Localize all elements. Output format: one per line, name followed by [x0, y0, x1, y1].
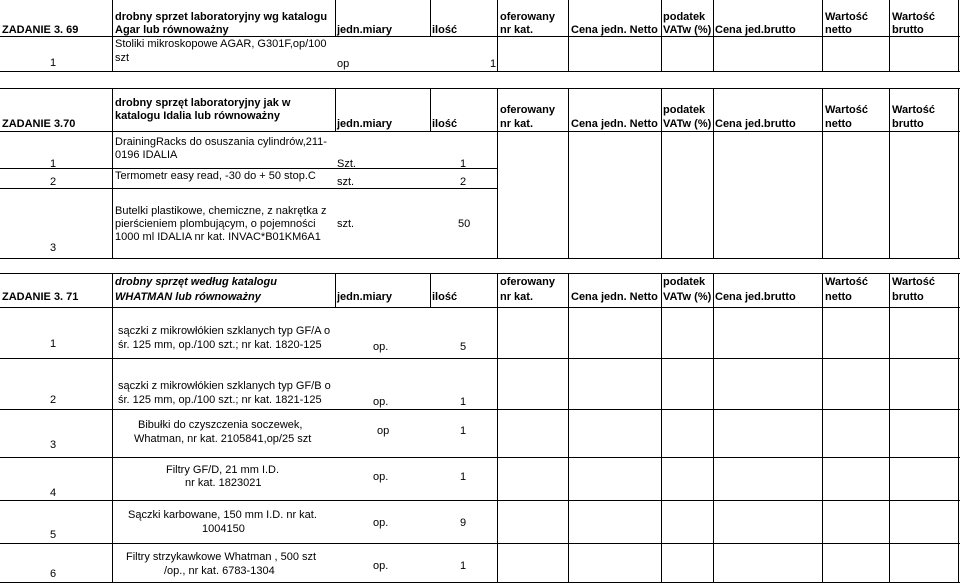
header-qty: ilość	[432, 291, 458, 303]
item-description: szt	[115, 52, 130, 64]
header-vat: podatek	[663, 104, 706, 116]
header-qty: ilość	[432, 118, 458, 130]
header-offered: oferowany	[500, 104, 556, 116]
grid-line	[958, 0, 959, 72]
grid-line	[335, 0, 336, 36]
header-gross-value: brutto	[892, 24, 924, 36]
item-description: Filtry strzykawkowe Whatman , 500 szt	[126, 551, 317, 563]
header-net-value: Wartość	[825, 276, 868, 288]
task-title: drobny sprzęt laboratoryjny jak w	[115, 97, 291, 109]
grid-line	[889, 273, 890, 583]
item-description: Sączki karbowane, 150 mm I.D. nr kat.	[128, 509, 317, 521]
row-number: 6	[50, 568, 57, 580]
item-unit: op	[377, 425, 390, 437]
header-vat: podatek	[663, 11, 706, 23]
header-net-value: netto	[825, 291, 852, 303]
item-qty: 9	[460, 517, 467, 529]
header-vat: VATw (%)	[663, 24, 712, 36]
grid-line	[568, 273, 569, 583]
grid-line	[661, 88, 662, 259]
item-description: Butelki plastikowe, chemiczne, z nakrętka z	[115, 205, 327, 217]
header-net-value: netto	[825, 24, 852, 36]
item-qty: 1	[460, 425, 467, 437]
item-qty: 1	[460, 158, 467, 170]
row-number: 4	[50, 487, 57, 499]
header-offered: nr kat.	[500, 24, 534, 36]
row-number: 1	[50, 158, 57, 170]
row-number: 1	[50, 57, 57, 69]
grid-line	[713, 273, 714, 583]
grid-line	[713, 88, 714, 259]
header-net-price: Cena jedn. Netto	[571, 118, 658, 130]
task-label: ZADANIE 3.70	[2, 118, 76, 130]
item-unit: op.	[373, 560, 389, 572]
task-title: WHATMAN lub równoważny	[115, 291, 261, 303]
header-gross-value: brutto	[892, 291, 924, 303]
header-vat: VATw (%)	[663, 118, 712, 130]
header-net-value: Wartość	[825, 11, 868, 23]
grid-line	[0, 71, 960, 72]
header-gross-value: Wartość	[892, 11, 935, 23]
item-qty: 2	[460, 176, 467, 188]
task-label: ZADANIE 3. 71	[2, 291, 79, 303]
grid-line	[713, 0, 714, 72]
header-vat: podatek	[663, 276, 706, 288]
item-description: sączki z mikrowłókien szklanych typ GF/B o	[118, 380, 331, 392]
grid-line	[0, 188, 498, 189]
grid-line	[112, 273, 113, 583]
header-net-value: netto	[825, 118, 852, 130]
grid-line	[568, 88, 569, 259]
item-description: nr kat. 1823021	[185, 477, 262, 489]
grid-line	[112, 0, 113, 72]
grid-line	[889, 88, 890, 259]
item-unit: szt.	[337, 176, 355, 188]
grid-line	[0, 409, 960, 410]
grid-line	[430, 273, 431, 307]
grid-line	[958, 273, 959, 583]
task-title: katalogu Idalia lub równoważny	[115, 110, 281, 122]
header-unit: jedn.miary	[337, 291, 393, 303]
grid-line	[822, 88, 823, 259]
grid-line	[0, 168, 498, 169]
grid-line	[0, 273, 960, 274]
item-description: Stoliki mikroskopowe AGAR, G301F,op/100	[115, 38, 327, 50]
item-description: 1000 ml IDALIA nr kat. INVAC*B01KM6A1	[115, 231, 321, 243]
grid-line	[497, 88, 498, 259]
grid-line	[430, 88, 431, 131]
row-number: 2	[50, 176, 57, 188]
item-qty: 1	[460, 471, 467, 483]
grid-line	[661, 273, 662, 583]
item-unit: op.	[373, 396, 389, 408]
row-number: 5	[50, 529, 57, 541]
item-unit: op.	[373, 341, 389, 353]
header-net-price: Cena jedn. Netto	[571, 24, 658, 36]
item-description: DrainingRacks do osuszania cylindrów,211-	[115, 136, 327, 148]
task-title: Agar lub równoważny	[115, 24, 229, 36]
item-qty: 50	[458, 218, 471, 230]
header-unit: jedn.miary	[337, 24, 393, 36]
item-description: pierścieniem plombującym, o pojemności	[115, 218, 316, 230]
row-number: 3	[50, 242, 57, 254]
item-description: Whatman, nr kat. 2105841,op/25 szt	[134, 433, 312, 445]
header-gross-value: brutto	[892, 118, 924, 130]
item-unit: Szt.	[337, 158, 356, 170]
item-description: Filtry GF/D, 21 mm I.D.	[166, 464, 280, 476]
item-description: Termometr easy read, -30 do + 50 stop.C	[115, 170, 316, 182]
grid-line	[497, 273, 498, 583]
header-gross-price: Cena jed.brutto	[715, 118, 796, 130]
grid-line	[0, 131, 960, 132]
header-vat: VATw (%)	[663, 291, 712, 303]
grid-line	[335, 273, 336, 307]
grid-line	[0, 258, 960, 259]
header-offered: oferowany	[500, 11, 556, 23]
header-gross-price: Cena jed.brutto	[715, 291, 796, 303]
grid-line	[0, 358, 960, 359]
header-gross-value: Wartość	[892, 104, 935, 116]
grid-line	[889, 0, 890, 72]
task-title: drobny sprzęt według katalogu	[115, 276, 277, 288]
header-qty: ilość	[432, 24, 458, 36]
grid-line	[661, 0, 662, 72]
item-description: Bibułki do czyszczenia soczewek,	[138, 419, 303, 431]
grid-line	[958, 88, 959, 259]
header-offered: oferowany	[500, 276, 556, 288]
item-unit: op.	[373, 517, 389, 529]
header-offered: nr kat.	[500, 291, 534, 303]
grid-line	[0, 582, 960, 583]
row-number: 1	[50, 338, 57, 350]
item-description: śr. 125 mm, op./100 szt.; nr kat. 1820-125	[118, 339, 322, 351]
item-qty: 1	[490, 58, 497, 70]
item-qty: 1	[460, 560, 467, 572]
task-title: drobny sprzet laboratoryjny wg katalogu	[115, 11, 328, 23]
header-net-price: Cena jedn. Netto	[571, 291, 658, 303]
grid-line	[497, 0, 498, 72]
row-number: 2	[50, 394, 57, 406]
header-gross-price: Cena jed.brutto	[715, 24, 796, 36]
item-description: sączki z mikrowłókien szklanych typ GF/A o	[118, 325, 331, 337]
grid-line	[568, 0, 569, 72]
item-qty: 1	[460, 396, 467, 408]
item-qty: 5	[460, 341, 467, 353]
grid-line	[430, 0, 431, 36]
grid-line	[0, 457, 960, 458]
item-description: 1004150	[202, 523, 245, 535]
grid-line	[0, 543, 960, 544]
item-unit: szt.	[337, 218, 355, 230]
grid-line	[0, 307, 960, 308]
header-offered: nr kat.	[500, 118, 534, 130]
header-net-value: Wartość	[825, 104, 868, 116]
grid-line	[0, 36, 960, 37]
header-unit: jedn.miary	[337, 118, 393, 130]
item-unit: op.	[373, 471, 389, 483]
item-description: 0196 IDALIA	[115, 149, 178, 161]
header-gross-value: Wartość	[892, 276, 935, 288]
row-number: 3	[50, 439, 57, 451]
grid-line	[335, 88, 336, 131]
grid-line	[822, 0, 823, 72]
grid-line	[822, 273, 823, 583]
grid-line	[0, 500, 960, 501]
item-unit: op	[337, 58, 350, 70]
grid-line	[0, 88, 960, 89]
task-label: ZADANIE 3. 69	[2, 24, 79, 36]
item-description: śr. 125 mm, op./100 szt.; nr kat. 1821-125	[118, 394, 322, 406]
grid-line	[112, 88, 113, 259]
item-description: /op., nr kat. 6783-1304	[164, 565, 275, 577]
